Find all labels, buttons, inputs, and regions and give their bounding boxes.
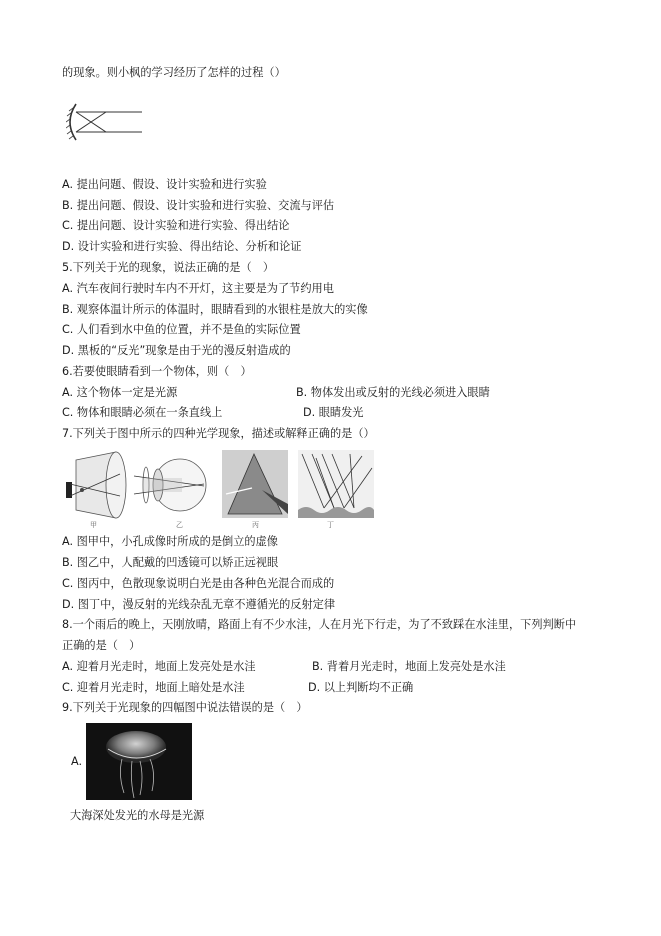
figure-ding — [298, 450, 374, 518]
figure-label-bing: 丙 — [252, 521, 259, 529]
q9-option-a-letter: A. — [71, 755, 83, 768]
q4-option-c: C. 提出问题、设计实验和进行实验、得出结论 — [62, 219, 290, 232]
figure-label-ding: 丁 — [327, 521, 334, 529]
q8-option-c: C. 迎着月光走时，地面上暗处是水洼 — [62, 681, 245, 694]
jellyfish-photo — [86, 723, 192, 800]
q7-option-c: C. 图丙中，色散现象说明白光是由各种色光混合而成的 — [62, 577, 335, 590]
q4-intro: 的现象。则小枫的学习经历了怎样的过程（） — [62, 66, 286, 79]
q7-stem: 7.下列关于图中所示的四种光学现象，描述或解释正确的是（） — [62, 427, 375, 440]
q6-option-c: C. 物体和眼睛必须在一条直线上 — [62, 406, 223, 419]
q8-option-b: B. 背着月光走时，地面上发亮处是水洼 — [312, 660, 506, 673]
q5-option-c: C. 人们看到水中鱼的位置，并不是鱼的实际位置 — [62, 323, 301, 336]
q6-option-b: B. 物体发出或反射的光线必须进入眼睛 — [296, 386, 490, 399]
figure-jia — [66, 452, 126, 518]
q4-option-b: B. 提出问题、假设、设计实验和进行实验、交流与评估 — [62, 199, 335, 212]
q5-stem: 5.下列关于光的现象，说法正确的是（ ） — [62, 261, 275, 274]
figure-label-yi: 乙 — [176, 521, 183, 529]
figure-label-jia: 甲 — [90, 521, 97, 529]
q7-option-b: B. 图乙中，人配戴的凹透镜可以矫正远视眼 — [62, 556, 279, 569]
q8-option-a: A. 迎着月光走时，地面上发亮处是水洼 — [62, 660, 256, 673]
q4-option-a: A. 提出问题、假设、设计实验和进行实验 — [62, 178, 267, 191]
q6-option-a: A. 这个物体一定是光源 — [62, 386, 178, 399]
q8-stem-line2: 正确的是（ ） — [62, 639, 141, 652]
figure-bing — [222, 450, 288, 518]
concave-mirror-figure — [66, 102, 146, 142]
q8-stem-line1: 8.一个雨后的晚上，天刚放晴，路面上有不少水洼，人在月光下行走，为了不致踩在水洼里，下列判断中 — [62, 618, 577, 631]
q4-option-d: D. 设计实验和进行实验、得出结论、分析和论证 — [62, 240, 302, 253]
figure-yi — [134, 459, 206, 511]
q8-option-d: D. 以上判断均不正确 — [308, 681, 414, 694]
q5-option-b: B. 观察体温计所示的体温时，眼睛看到的水银柱是放大的实像 — [62, 303, 368, 316]
q9-option-a-caption: 大海深处发光的水母是光源 — [70, 809, 205, 822]
q5-option-a: A. 汽车夜间行驶时车内不开灯，这主要是为了节约用电 — [62, 282, 334, 295]
q7-option-d: D. 图丁中，漫反射的光线杂乱无章不遵循光的反射定律 — [62, 598, 336, 611]
q6-stem: 6.若要使眼睛看到一个物体，则（ ） — [62, 365, 252, 378]
q9-stem: 9.下列关于光现象的四幅图中说法错误的是（ ） — [62, 701, 308, 714]
q7-option-a: A. 图甲中，小孔成像时所成的是倒立的虚像 — [62, 535, 278, 548]
q6-option-d: D. 眼睛发光 — [303, 406, 364, 419]
q5-option-d: D. 黑板的“反光”现象是由于光的漫反射造成的 — [62, 344, 291, 357]
